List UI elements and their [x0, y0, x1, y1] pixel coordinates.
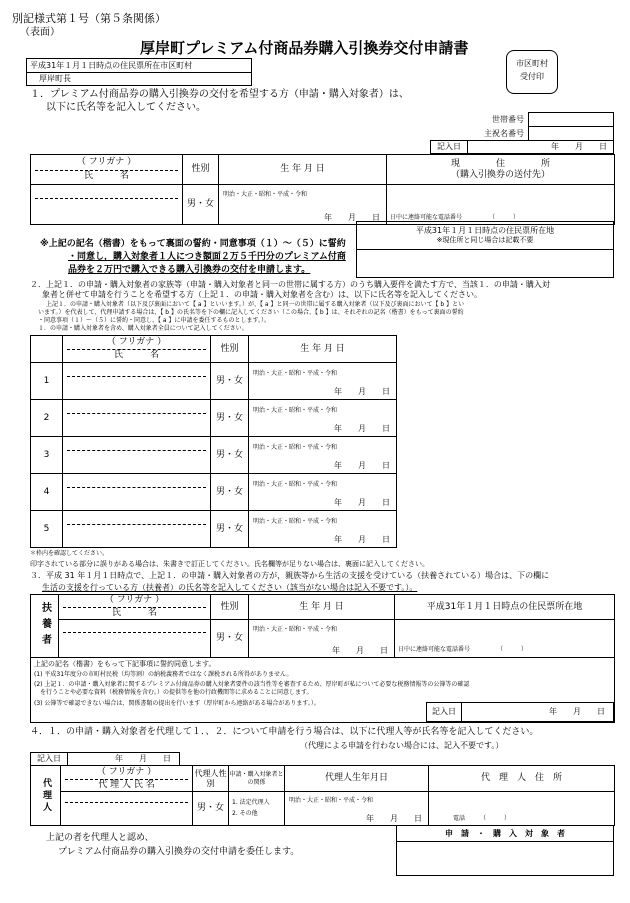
- family-row-no: 5: [31, 511, 63, 548]
- family-sex[interactable]: 男・女: [211, 400, 249, 437]
- address-header: [387, 155, 615, 185]
- agent-sex[interactable]: 男・女: [193, 792, 229, 826]
- family-dob-field[interactable]: [249, 400, 397, 437]
- kana-name-header: [31, 155, 183, 185]
- family-name-field[interactable]: [63, 437, 211, 474]
- agent-address-header: 代 理 人 住 所: [429, 766, 615, 792]
- entry-date-box-3: [426, 702, 614, 722]
- pledge-line1: ※上記の記名（楷書）をもって裏面の誓約・同意事項（１）～（５）に誓約: [40, 239, 346, 249]
- family-row-no: 2: [31, 400, 63, 437]
- family-row-no: 4: [31, 474, 63, 511]
- agent-dob-field[interactable]: [285, 792, 429, 826]
- agent-dob-header: 代理人生年月日: [285, 766, 429, 792]
- family-dob-field[interactable]: [249, 437, 397, 474]
- family-era: 明治・大正・昭和・平成・令和: [253, 517, 338, 525]
- s2-footnote1: ＊枠内を確認してください。: [30, 550, 109, 557]
- relation-field[interactable]: [229, 792, 285, 826]
- household-box: [464, 112, 614, 141]
- consent-2a: (2) 上記１．の申請・購入対象者に関するプレミアム付商品券の購入対象者要件の該当性等を審査するため、厚岸町が私について必要な税務情報等の公簿等の確認: [34, 681, 470, 688]
- addressee: 厚岸町長: [27, 73, 252, 86]
- supporter-sex-header: 性別: [211, 595, 249, 620]
- applicant-sex[interactable]: 男・女: [183, 185, 219, 225]
- agent-dob-ymd: 年 月 日: [366, 814, 422, 823]
- family-sex-header: 性別: [211, 336, 249, 363]
- s2-line2: 象者と併せて申請を行うことを希望する方（上記１．の申請・購入対象者を含む）は、以下に氏名等を記入してください。: [42, 290, 482, 299]
- consent-1: (1) 平成31年度分の市町村民税（均等割）の納税義務者ではなく課税される所得がありません。: [34, 671, 293, 678]
- family-row-no: 1: [31, 363, 63, 400]
- applicant-name-field[interactable]: [31, 185, 183, 225]
- residence-2019-label: 平成31年１月１日時点の住民票所在地: [415, 226, 555, 235]
- s1-intro-2: 以下に氏名等を記入してください。: [46, 102, 206, 113]
- family-dob-field[interactable]: [249, 474, 397, 511]
- agent-name-field[interactable]: [61, 792, 193, 826]
- applicant-address-field[interactable]: [387, 185, 615, 225]
- stamp-line1: 市区町村: [516, 59, 548, 68]
- family-era: 明治・大正・昭和・平成・令和: [253, 480, 338, 488]
- applicant-table: [30, 154, 615, 225]
- family-row: [31, 511, 397, 548]
- family-dob-field[interactable]: [249, 363, 397, 400]
- supporter-dob-field[interactable]: [249, 620, 395, 658]
- dob-header: 生 年 月 日: [219, 155, 387, 185]
- s1-intro-1: １．プレミアム付商品券の購入引換券の交付を希望する方（申請・購入対象者）は、: [30, 89, 409, 100]
- agent-name-header: 代 理 人 氏 名: [98, 779, 155, 790]
- stamp-line2: 受付印: [520, 72, 544, 81]
- agent-table: [30, 765, 615, 826]
- family-name-field[interactable]: [63, 474, 211, 511]
- entry-date-box-4: [30, 752, 180, 766]
- consent-2b: を行うことや必要な資料（税務情報を含む。）の提供等を他の行政機関等に求めることに同意します。: [34, 689, 313, 696]
- family-row: [31, 474, 397, 511]
- page-title: 厚岸町プレミアム付商品券購入引換券交付申請書: [140, 39, 469, 57]
- applicant-sign-field[interactable]: [397, 842, 614, 876]
- s2-note3: ・同意事項（１）～（５）に誓約・同意し、【 a 】に申請を委任するものとします。）。: [38, 317, 271, 324]
- supporter-dob-header: 生 年 月 日: [249, 595, 395, 620]
- entry-date-field-1[interactable]: 年 月 日: [468, 141, 614, 154]
- agent-label: 代理人: [31, 766, 61, 826]
- family-dob-ymd: 年 月 日: [334, 497, 390, 507]
- s2-note4: １．の申請・購入対象者を含め、購入対象者全員について記入してください。: [38, 325, 248, 332]
- kana-header: （ フリガナ ）: [76, 157, 137, 167]
- consent-3: (3) 公簿等で確認できない場合は、関係書類の提出を行います（厚岸町から連絡がある場合があります。）。: [34, 700, 320, 707]
- family-era: 明治・大正・昭和・平成・令和: [253, 406, 338, 414]
- relation-opt1: 1. 法定代理人: [232, 799, 270, 806]
- agent-kana-name-header: [61, 766, 193, 792]
- family-sex[interactable]: 男・女: [211, 437, 249, 474]
- entry-date-label-1: 記入日: [431, 141, 468, 154]
- address-subheader: （購入引換券の送付先）: [450, 169, 550, 180]
- pledge-line3: 品券を２万円で購入できる購入引換券の交付を申請します。: [68, 265, 311, 275]
- applicant-era: 明治・大正・昭和・平成・令和: [223, 190, 308, 198]
- form-id: 別記様式第１号（第５条関係）: [12, 12, 166, 25]
- s3-line2: 生活の支援を行っている方（扶養者）の氏名等を記入してください（該当がない場合は記入不要です。）。: [42, 583, 418, 592]
- sex-header: 性別: [183, 155, 219, 185]
- residence-label: 平成31年１月１日時点の住民票所在市区町村: [27, 59, 252, 73]
- applicant-dob-field[interactable]: [219, 185, 387, 225]
- supporter-dob-ymd: 年 月 日: [332, 645, 388, 655]
- head-no-label: 主祝名番号: [484, 128, 524, 138]
- family-kana-header: （ フリガナ ）: [106, 337, 167, 347]
- family-dob-field[interactable]: [249, 511, 397, 548]
- agent-phone: 電話 （ ）: [453, 815, 511, 822]
- family-era: 明治・大正・昭和・平成・令和: [253, 369, 338, 377]
- family-dob-ymd: 年 月 日: [334, 460, 390, 470]
- supporter-name-header: 氏 名: [111, 608, 157, 618]
- supporter-era: 明治・大正・昭和・平成・令和: [253, 625, 338, 633]
- family-table: [30, 335, 397, 548]
- relation-header: 申請・購入対象者との関係: [229, 766, 285, 792]
- s2-line1: ２．上記１．の申請・購入対象者の家族等（申請・購入対象者と同一の世帯に属する方）のうち購入要件を満たす方で、当該１．の申請・購入対: [30, 280, 550, 289]
- residence-2019-field[interactable]: [357, 250, 614, 278]
- s4-line2: （代理による申請を行わない場合には、記入不要です。）: [300, 741, 504, 750]
- residence-2019-head: [357, 222, 614, 250]
- s2-note2: います。）を代表して、代理申請する場合は、【 b 】の氏名等を下の欄に記入してください（この場合、【 b 】は、それぞれの記名（楷書）をもって裏面の誓約: [38, 309, 464, 316]
- agent-sex-header: 代理人性別: [193, 766, 229, 792]
- supporter-table: [30, 594, 615, 658]
- entry-date-label-4: 記入日: [31, 753, 68, 766]
- family-sex[interactable]: 男・女: [211, 511, 249, 548]
- agent-kana-header: （ フリガナ ）: [96, 766, 157, 777]
- supporter-label: 扶養者: [31, 595, 59, 658]
- entry-date-box-1: [430, 140, 614, 154]
- family-dob-ymd: 年 月 日: [334, 534, 390, 544]
- s3-line1: ３．平成 31 年１月１日時点で、上記１．の申請・購入対象者の方が，親族等から生活の支援を受けている（扶養されている）場合は、下の欄に: [30, 571, 550, 580]
- family-name-field[interactable]: [63, 400, 211, 437]
- s2-footnote2: 印字されている部分に誤りがある場合は、朱書きで訂正してください。氏名欄等が足りない場合は、裏面に記入してください。: [30, 560, 429, 568]
- family-sex[interactable]: 男・女: [211, 363, 249, 400]
- entry-date-field-4[interactable]: 年 月 日: [68, 753, 180, 766]
- family-no-header: [31, 336, 63, 363]
- family-row: [31, 363, 397, 400]
- residence-2019-box: [356, 221, 614, 278]
- family-dob-ymd: 年 月 日: [334, 386, 390, 396]
- s2-note1: 上記１．の申請・購入対象者（以下及び裏面において【 a 】といいます。）が、【 a 】と同一の世帯に属する購入対象者（以下及び裏面において【 b 】とい: [46, 301, 465, 308]
- family-dob-ymd: 年 月 日: [334, 423, 390, 433]
- family-row: [31, 400, 397, 437]
- supporter-kana-name-header: [59, 595, 211, 620]
- family-sex[interactable]: 男・女: [211, 474, 249, 511]
- family-dob-header: 生 年 月 日: [249, 336, 397, 363]
- residence-box: [26, 58, 252, 86]
- applicant-sign-label: 申 請 ・ 購 入 対 象 者: [397, 826, 614, 842]
- supporter-kana-header: （ フリガナ ）: [104, 595, 165, 605]
- delegate-line2: プレミアム付商品券の購入引換券の交付申請を委任します。: [58, 847, 300, 857]
- agent-address-field[interactable]: [429, 792, 615, 826]
- household-no-label: 世帯番号: [492, 114, 524, 124]
- name-header: 氏 名: [83, 171, 129, 181]
- agent-era: 明治・大正・昭和・平成・令和: [289, 797, 374, 804]
- entry-date-field-3[interactable]: 年 月 日: [462, 703, 614, 722]
- applicant-dob-ymd: 年 月 日: [324, 212, 380, 222]
- address-header-text: 現 住 所: [450, 158, 550, 169]
- applicant-phone: 日中に連絡可能な電話番号 （ ）: [390, 214, 520, 221]
- form-side: （表面）: [20, 27, 60, 38]
- supporter-phone: 日中に連絡可能な電話番号 （ ）: [398, 646, 528, 653]
- family-name-field[interactable]: [63, 511, 211, 548]
- supporter-sex[interactable]: 男・女: [211, 620, 249, 658]
- family-row-no: 3: [31, 437, 63, 474]
- consent-head: 上記の記名（楷書）をもって下記事項に誓約同意します。: [34, 660, 216, 668]
- entry-date-label-3: 記入日: [427, 703, 462, 722]
- supporter-name-field[interactable]: [59, 620, 211, 658]
- relation-opt2: 2. その他: [232, 810, 258, 817]
- receipt-stamp: [506, 50, 558, 94]
- s4-line1: ４．１．の申請・購入対象者を代理して１．、２．について申請を行う場合は、以下に代理人等が氏名等を記入してください。: [30, 727, 539, 737]
- supporter-residence-header: 平成31年１月１日時点の住民票所在地: [395, 595, 615, 620]
- family-row: [31, 437, 397, 474]
- family-name-field[interactable]: [63, 363, 211, 400]
- household-no-field[interactable]: [529, 113, 614, 127]
- head-no-field[interactable]: [529, 127, 614, 141]
- supporter-residence-field[interactable]: [395, 620, 615, 658]
- residence-same-note: ※現住所と同じ場合は記載不要: [436, 236, 534, 244]
- family-kana-name-header: [63, 336, 211, 363]
- family-era: 明治・大正・昭和・平成・令和: [253, 443, 338, 451]
- pledge-line2: ・同意し，購入対象者１人につき額面２万５千円分のプレミアム付商: [68, 252, 346, 262]
- delegate-line1: 上記の者を代理人と認め、: [46, 833, 154, 843]
- family-name-header: 氏 名: [113, 350, 159, 360]
- applicant-sign-box: [396, 825, 614, 876]
